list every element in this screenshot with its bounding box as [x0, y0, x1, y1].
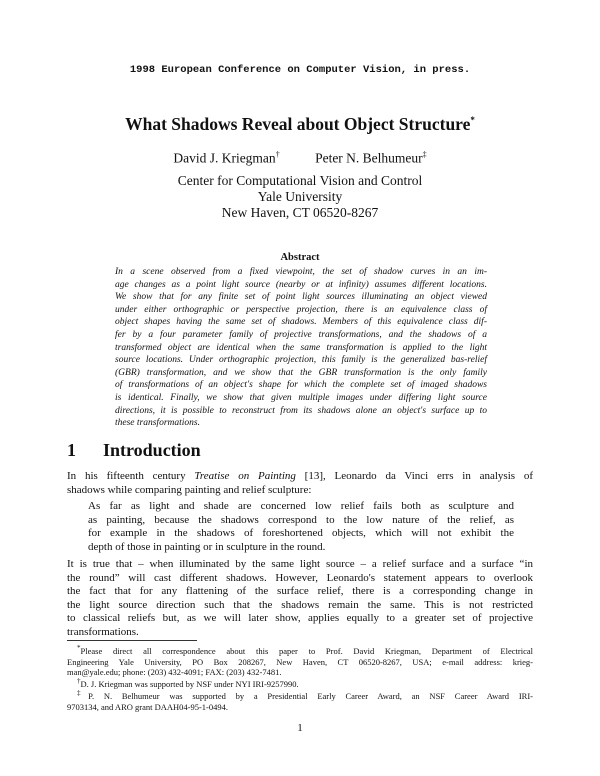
section-title: Introduction [103, 440, 201, 460]
body-line: shadows while comparing painting and relief sculpture: [67, 483, 312, 496]
running-header: 1998 European Conference on Computer Vision, in press. [129, 64, 471, 76]
abstract-line: We show that for any finite set of point light sources illuminating an object viewed [115, 292, 487, 303]
intro-paragraph-2 [67, 558, 533, 639]
abstract-line: directions, it is possible to reconstruct from its shadows alone an object's surface up to [115, 405, 487, 416]
footnote-line: man@yale.edu; phone: (203) 432-4091; FAX: (203) 432-7481. [67, 667, 282, 678]
abstract-line: In a scene observed from a fixed viewpoint, the set of shadow curves in an im- [115, 267, 487, 277]
body-line: the fact that for any flattening of the surface relief, there is a corresponding change in [67, 585, 533, 597]
footnote-rule [67, 640, 197, 641]
footnote-belhumeur-support [67, 688, 533, 712]
footnote-mark: * [77, 644, 81, 652]
affiliation [0, 173, 600, 221]
author-mark: ‡ [422, 150, 427, 159]
author-mark: † [275, 150, 280, 159]
quote-line: As far as light and shade are concerned low relief fails both as sculpture and [88, 500, 514, 512]
quote-line: as painting, because the shadows correspond to the low nature of the relief, as [88, 513, 514, 526]
footnote-line [67, 643, 533, 657]
abstract-heading: Abstract [280, 252, 320, 263]
footnote-line: 9703134, and ARO grant DAAH04-95-1-0494. [67, 701, 229, 712]
author-kriegman [173, 150, 279, 167]
footnote-mark: ‡ [77, 689, 89, 697]
abstract-line: object shapes having the same set of shadows. Members of this equivalence class dif- [115, 317, 487, 328]
quote-line: for example in the shadows of foreshortened objects, which will not exhibit the [88, 527, 514, 539]
abstract-line: source locations. Under orthographic projection, this family is the generalized bas-relief [115, 355, 487, 366]
body-line: the light source direction such that the shadows remain the same. This is not restricted [67, 598, 533, 611]
leonardo-quote [88, 500, 514, 554]
body-line: transformations. [67, 625, 139, 638]
abstract-line: fer by a four parameter family of projective transformations, and the shadows of a [115, 329, 487, 340]
abstract-line: transformed object are identical when the same transformation is applied to the light [115, 342, 487, 353]
paper-title [0, 114, 600, 135]
text-run: In his fifteenth century [67, 470, 195, 482]
affiliation-line: Yale University [257, 189, 343, 204]
author-name: David J. Kriegman [173, 150, 276, 166]
author-list [0, 150, 600, 167]
body-line [67, 470, 533, 484]
text-run: [13], Leonardo da Vinci errs in analysis of [295, 470, 533, 482]
book-title: Treatise on Painting [194, 470, 296, 482]
text-run: Please direct all correspondence about this paper to Prof. David Kriegman, Department of Electrical [80, 645, 533, 656]
text-run: P. N. Belhumeur was supported by a Presidential Early Career Award, an NSF Career Award IRI- [88, 690, 533, 701]
section-number: 1 [67, 440, 76, 460]
footnote-correspondence [67, 643, 533, 678]
text-run: D. J. Kriegman was supported by NSF under NYI IRI-9257990. [80, 678, 299, 689]
abstract-body [115, 266, 487, 430]
abstract-line: is identical. Finally, we show that given multiple images under differing light source [115, 392, 487, 403]
affiliation-line: Center for Computational Vision and Control [177, 173, 423, 188]
quote-line: depth of those in painting or in sculpture in the round. [88, 540, 326, 553]
author-name: Peter N. Belhumeur [315, 150, 423, 166]
section-heading [67, 440, 201, 461]
footnote-line: Engineering Yale University, PO Box 208267, New Haven, CT 06520-8267, USA; e-mail address: krieg- [67, 656, 533, 667]
title-text: What Shadows Reveal about Object Structure [125, 114, 471, 134]
page-number: 1 [297, 722, 303, 734]
footnote-mark: † [77, 677, 81, 685]
abstract-line: age changes as a point light source (nearby or at infinity) assumes different locations. [115, 279, 487, 290]
affiliation-line: New Haven, CT 06520-8267 [221, 205, 379, 220]
body-line: the round” will cast different shadows. However, Leonardo's statement appears to overlook [67, 571, 533, 584]
title-footnote-mark: * [470, 115, 475, 126]
abstract-line: of transformations of an object's shape for which the complete set of imaged shadows [115, 380, 487, 391]
body-line: to classical reliefs but, as we will later show, applies equally to a greater set of projective [67, 612, 533, 624]
abstract-line: these transformations. [115, 418, 200, 429]
author-belhumeur [315, 150, 427, 167]
abstract-line: under either orthographic or perspective projection, there is an equivalence class of [115, 304, 487, 315]
intro-paragraph-1 [67, 470, 533, 497]
body-line: It is true that – when illuminated by the same light source – a relief surface and a surface “in [67, 558, 533, 570]
footnote-line [67, 688, 533, 702]
abstract-line: (GBR) transformation, and we show that the GBR transformation is the only family [115, 367, 487, 378]
